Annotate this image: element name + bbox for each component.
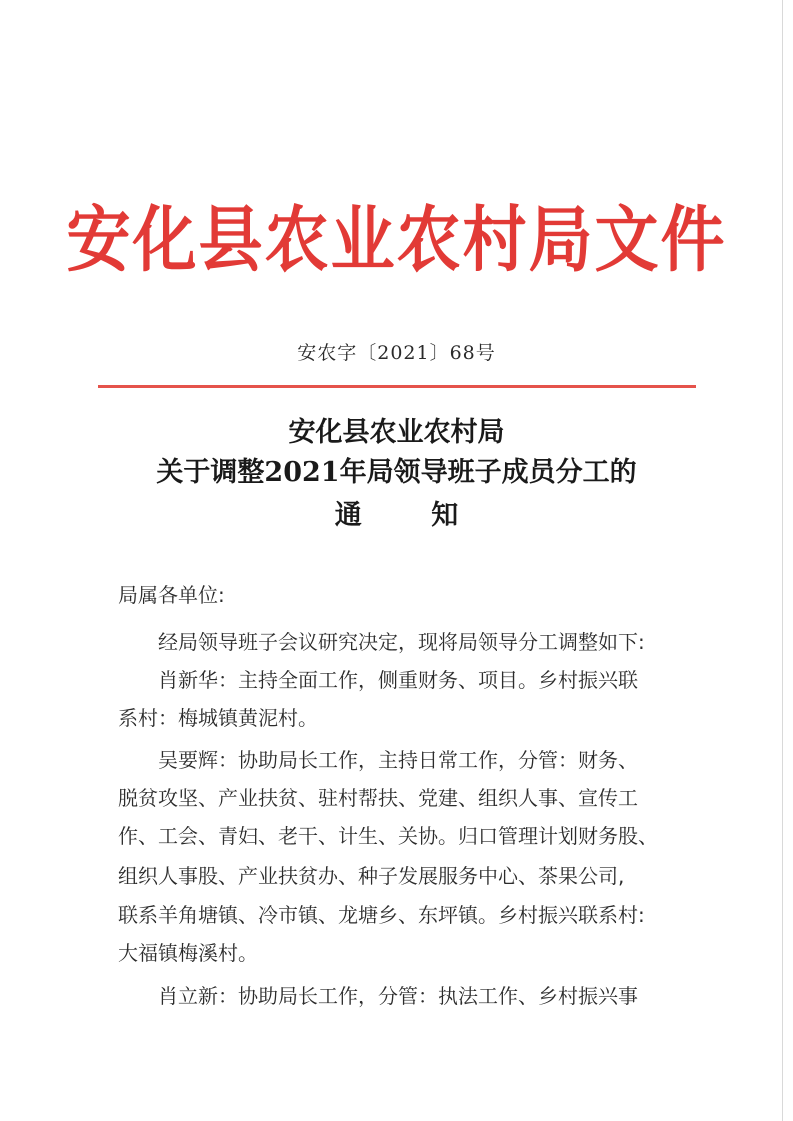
body-line: 肖新华：主持全面工作，侧重财务、项目。乡村振兴联 (158, 668, 638, 692)
body-line: 肖立新：协助局长工作，分管：执法工作、乡村振兴事 (158, 984, 638, 1008)
scan-edge-line (782, 0, 783, 1121)
body-line: 大福镇梅溪村。 (118, 941, 258, 965)
red-separator-rule (98, 385, 696, 388)
salutation: 局属各单位: (118, 583, 225, 607)
document-number: 安农字〔2021〕68号 (297, 342, 496, 364)
document-masthead: 安化县农业农村局文件 (66, 198, 727, 283)
notice-title-line-2: 关于调整2021年局领导班子成员分工的 (156, 457, 637, 488)
notice-title-line-3: 通 知 (334, 500, 489, 531)
notice-title-line-1: 安化县农业农村局 (288, 417, 505, 448)
body-line: 联系羊角塘镇、冷市镇、龙塘乡、东坪镇。乡村振兴联系村: (118, 903, 645, 927)
body-line: 脱贫攻坚、产业扶贫、驻村帮扶、党建、组织人事、宣传工 (118, 786, 638, 810)
body-line: 系村：梅城镇黄泥村。 (118, 706, 318, 730)
body-line: 组织人事股、产业扶贫办、种子发展服务中心、茶果公司, (118, 864, 625, 888)
body-line: 吴要辉：协助局长工作，主持日常工作，分管：财务、 (158, 748, 638, 772)
body-line: 经局领导班子会议研究决定，现将局领导分工调整如下: (158, 630, 645, 654)
body-line: 作、工会、青妇、老干、计生、关协。归口管理计划财务股、 (118, 824, 658, 848)
